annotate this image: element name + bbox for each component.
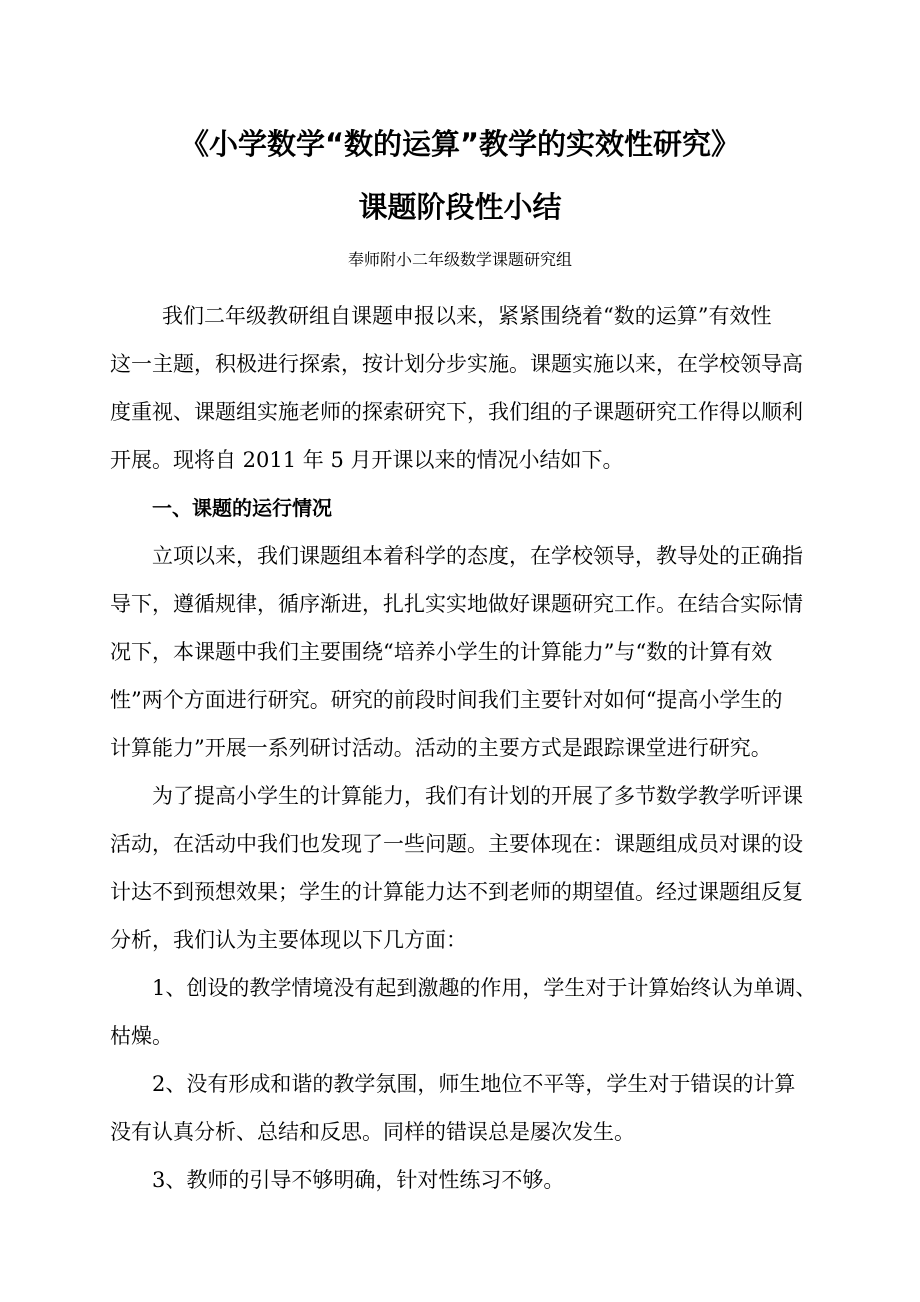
paragraph-line: 计算能力”开展一系列研讨活动。活动的主要方式是跟踪课堂进行研究。	[110, 736, 772, 760]
list-item-line: 1、创设的教学情境没有起到激趣的作用，学生对于计算始终认为单调、	[152, 976, 817, 1000]
paragraph-line: 为了提高小学生的计算能力，我们有计划的开展了多节数学教学听评课	[152, 784, 803, 808]
paragraph-line: 计达不到预想效果；学生的计算能力达不到老师的期望值。经过课题组反复	[110, 880, 803, 904]
list-item-line: 3、教师的引导不够明确，针对性练习不够。	[152, 1168, 565, 1192]
paragraph-line: 导下，遵循规律，循序渐进，扎扎实实地做好课题研究工作。在结合实际情	[110, 592, 803, 616]
list-item-line: 2、没有形成和谐的教学氛围，师生地位不平等，学生对于错误的计算	[152, 1072, 796, 1096]
paragraph-line: 度重视、课题组实施老师的探索研究下，我们组的子课题研究工作得以顺利	[110, 400, 803, 424]
list-item-line: 枯燥。	[110, 1024, 173, 1048]
document-subtitle: 课题阶段性小结	[358, 190, 562, 224]
paragraph-line: 性”两个方面进行研究。研究的前段时间我们主要针对如何“提高小学生的	[110, 688, 783, 712]
paragraph-line: 分析，我们认为主要体现以下几方面：	[110, 928, 467, 952]
paragraph-line: 这一主题，积极进行探索，按计划分步实施。课题实施以来，在学校领导高	[110, 352, 803, 376]
list-item-line: 没有认真分析、总结和反思。同样的错误总是屡次发生。	[110, 1120, 635, 1144]
paragraph-line: 立项以来，我们课题组本着科学的态度，在学校领导，教导处的正确指	[152, 544, 803, 568]
document-title: 《小学数学“数的运算”教学的实效性研究》	[179, 127, 741, 161]
paragraph-line: 我们二年级教研组自课题申报以来，紧紧围绕着“数的运算”有效性	[162, 304, 772, 328]
author-line: 奉师附小二年级数学课题研究组	[347, 250, 572, 269]
section-heading: 一、课题的运行情况	[152, 496, 332, 520]
paragraph-line: 况下，本课题中我们主要围绕“培养小学生的计算能力”与“数的计算有效	[110, 640, 773, 664]
paragraph-line: 活动，在活动中我们也发现了一些问题。主要体现在：课题组成员对课的设	[110, 832, 803, 856]
paragraph-line: 开展。现将自 2011 年 5 月开课以来的情况小结如下。	[110, 448, 624, 472]
